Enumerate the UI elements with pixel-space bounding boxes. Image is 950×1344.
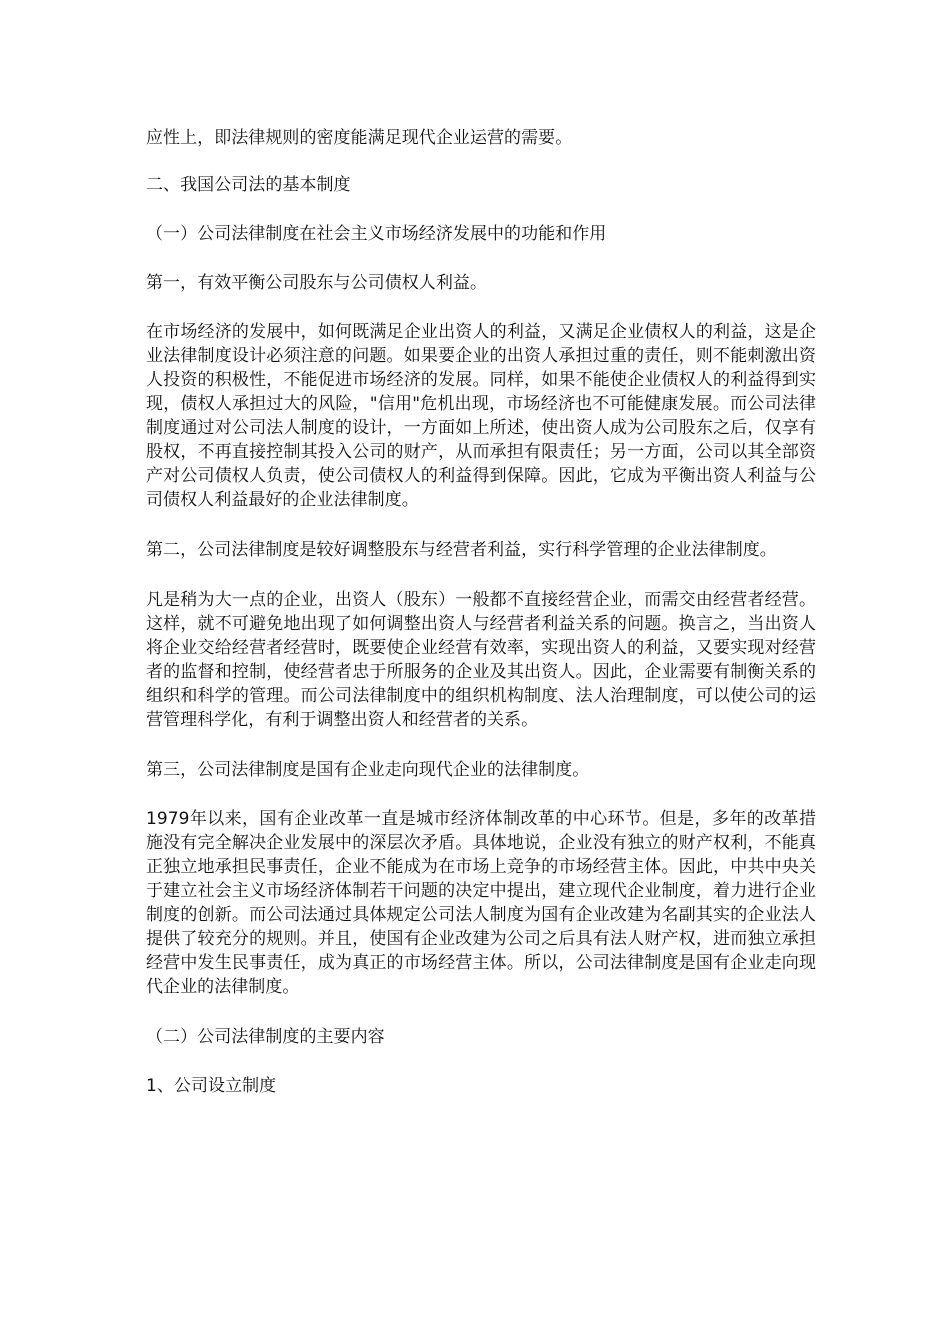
paragraph-second-point: 凡是稍为大一点的企业，出资人（股东）一般都不直接经营企业，而需交由经营者经营。这样，就不可避免地出现了如何调整出资人与经营者利益关系的问题。换言之，当出资人将企业交给经营者经营时，既要使企业经营有效率，实现出资人的利益，又要实现对经营者的监督和控制，使经营者忠于所服务的企业及其出资人。因此，企业需要有制衡关系的组织和科学的管理。而公司法律制度中的组织机构制度、法人治理制度，可以使公司的运营管理科学化，有利于调整出资人和经营者的关系。 [146, 590, 816, 730]
subsection-heading-content: （二）公司法律制度的主要内容 [146, 1027, 385, 1047]
point-heading-third: 第三，公司法律制度是国有企业走向现代企业的法律制度。 [146, 760, 590, 780]
paragraph-continuation: 应性上，即法律规则的密度能满足现代企业运营的需要。 [146, 128, 573, 148]
paragraph-first-point: 在市场经济的发展中，如何既满足企业出资人的利益，又满足企业债权人的利益，这是企业法律制度设计必须注意的问题。如果要企业的出资人承担过重的责任，则不能刺激出资人投资的积极性，不能促进市场经济的发展。同样，如果不能使企业债权人的利益得到实现，债权人承担过大的风险，"信用"危机出现，市场经济也不可能健康发展。而公司法律制度通过对公司法人制度的设计，一方面如上所述，使出资人成为公司股东之后，仅享有股权，不再直接控制其投入公司的财产，从而承担有限责任；另一方面，公司以其全部资产对公司债权人负责，使公司债权人的利益得到保障。因此，它成为平衡出资人利益与公司债权人利益最好的企业法律制度。 [146, 322, 816, 510]
item-heading-establishment: 1、公司设立制度 [146, 1076, 277, 1096]
section-heading: 二、我国公司法的基本制度 [146, 175, 351, 195]
paragraph-third-point: 1979年以来，国有企业改革一直是城市经济体制改革的中心环节。但是，多年的改革措施没有完全解决企业发展中的深层次矛盾。具体地说，企业没有独立的财产权利，不能真正独立地承担民事责任，企业不能成为在市场上竞争的市场经营主体。因此，中共中央关于建立社会主义市场经济体制若干问题的决定中提出，建立现代企业制度，着力进行企业制度的创新。而公司法通过具体规定公司法人制度为国有企业改建为名副其实的企业法人提供了较充分的规则。并且，使国有企业改建为公司之后具有法人财产权，进而独立承担经营中发生民事责任，成为真正的市场经营主体。所以，公司法律制度是国有企业走向现代企业的法律制度。 [146, 809, 816, 997]
point-heading-first: 第一，有效平衡公司股东与公司债权人利益。 [146, 273, 487, 293]
point-heading-second: 第二，公司法律制度是较好调整股东与经营者利益，实行科学管理的企业法律制度。 [146, 540, 777, 560]
document-body [146, 126, 816, 1121]
subsection-heading: （一）公司法律制度在社会主义市场经济发展中的功能和作用 [146, 224, 607, 244]
